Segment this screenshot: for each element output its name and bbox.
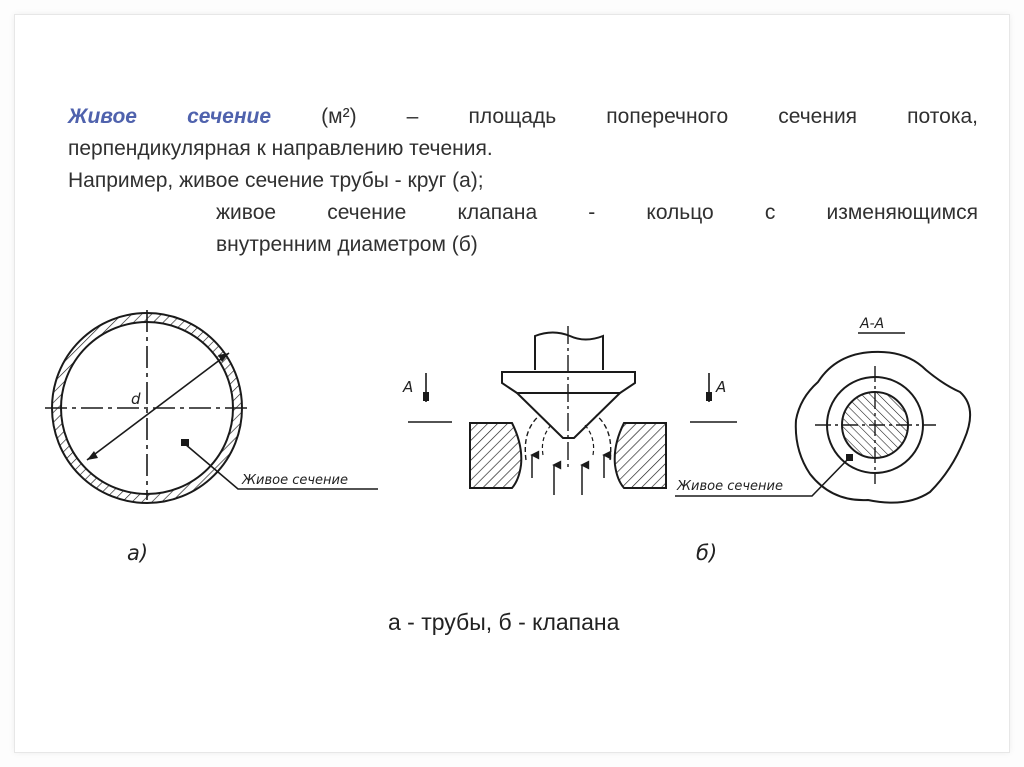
valve-stem: [535, 333, 603, 371]
valve-line-2: внутренним диаметром (б): [216, 233, 478, 256]
section-callout-label: Живое сечение: [677, 479, 783, 494]
pipe-diagram: [45, 310, 378, 565]
flow-curve: [584, 424, 594, 455]
flow-curve: [542, 424, 552, 455]
definition-line-2: перпендикулярная к направлению течения.: [68, 137, 493, 160]
definition-text-rest: (м²) – площадь поперечного сечения потока,: [321, 105, 978, 128]
example-line: Например, живое сечение трубы - круг (а);: [68, 169, 484, 192]
flow-curve: [525, 415, 540, 460]
valve-line-1: живое сечение клапана - кольцо с изменяющимся: [216, 201, 978, 224]
pipe-diameter-label: d: [131, 390, 141, 408]
section-mark-left-label: А: [403, 378, 414, 396]
section-title: А-А: [860, 316, 885, 332]
section-mark-right: [690, 373, 737, 422]
figure-caption: а - трубы, б - клапана: [388, 609, 620, 635]
panel-label-b: б): [696, 541, 718, 565]
section-view: [675, 316, 970, 503]
valve-diagram: [402, 326, 737, 565]
valve-seat-right: [615, 423, 666, 488]
pipe-callout-label: Живое сечение: [242, 473, 348, 488]
section-mark-left: [402, 373, 452, 422]
panel-label-a: а): [127, 541, 149, 565]
term-live-section: Живое сечение: [68, 105, 272, 128]
section-mark-right-label: А: [716, 378, 727, 396]
valve-seat-left: [470, 423, 521, 488]
flow-curve: [596, 415, 611, 460]
